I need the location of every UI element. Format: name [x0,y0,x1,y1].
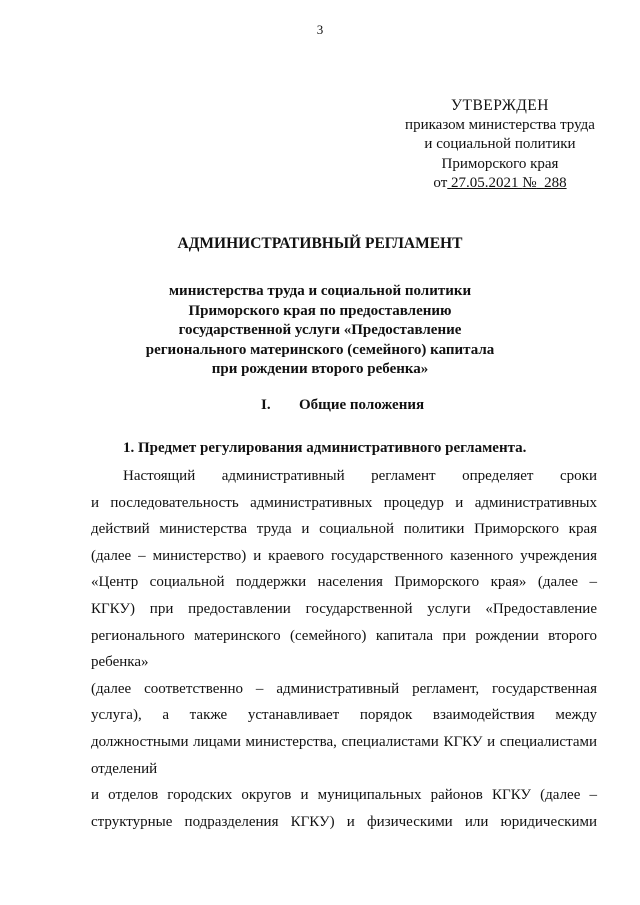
approval-line: и социальной политики [424,136,576,152]
body-line: должностными лицами министерства, специалистами КГКУ и специалистами [91,733,597,750]
body-paragraph [91,463,597,835]
body-line: и последовательность административных процедур и административных [91,494,597,511]
body-line: КГКУ) при предоставлении государственной услуги «Предоставление [91,600,597,617]
subtitle-line: Приморского края по предоставлению [188,302,452,319]
body-line: отделений [91,760,158,777]
body-line: услуга), а также устанавливает порядок взаимодействия между [91,707,597,724]
subtitle-line: министерства труда и социальной политики [168,283,472,299]
section-title: Общие положения [299,397,425,413]
approval-date: 27.05.2021 [447,175,523,191]
section-number: I. [261,397,271,413]
number-sign: № [522,175,537,191]
subtitle-line: при рождении второго ребенка» [211,361,429,377]
body-line: ребенка» [91,654,149,671]
body-line: «Центр социальной поддержки населения Приморского края» (далее – [91,574,597,591]
body-line: и отделов городских округов и муниципальных районов КГКУ (далее – [91,787,597,804]
body-line: структурные подразделения КГКУ) и физическими или юридическими [91,813,597,830]
body-line: регионального материнского (семейного) капитала при рождении второго [91,627,597,644]
approval-stamp [392,96,608,194]
body-line: (далее соответственно – административный регламент, государственная [91,680,597,697]
approval-line: приказом министерства труда [405,116,595,133]
body-line: Настоящий административный регламент определяет сроки [123,468,597,484]
subsection-heading: 1. Предмет регулирования административного регламента. [123,440,527,456]
document-subtitle [0,282,640,380]
approval-line: Приморского края [441,155,559,172]
document-title: АДМИНИСТРАТИВНЫЙ РЕГЛАМЕНТ [177,235,463,252]
body-line: действий министерства труда и социальной политики Приморского края [91,521,597,538]
approval-title: УТВЕРЖДЕН [451,97,549,114]
page-number: 3 [316,22,324,37]
date-prefix: от [433,175,448,191]
subtitle-line: государственной услуги «Предоставление [178,322,462,338]
subtitle-line: регионального материнского (семейного) капитала [145,341,495,358]
body-line: (далее – министерство) и краевого государственного казенного учреждения [91,547,597,564]
approval-number: 288 [536,175,567,191]
approval-date-line [392,174,608,194]
